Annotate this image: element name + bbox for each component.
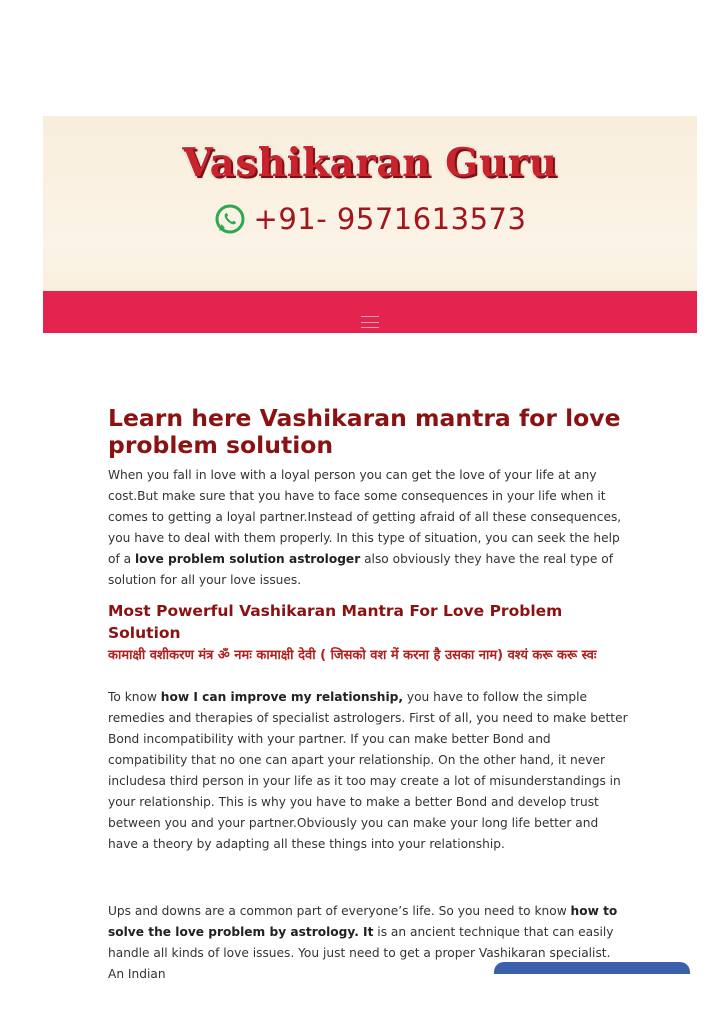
relationship-text-end: you have to follow the simple remedies and therapies of specialist astrologers. First of all, you need to make better Bond incompatibility with your partner. If you can make better Bond and compatibility that no one can apart your relationship. On the other hand, it never includesa third person in your life as it too may create a lot of misunderstandings in your relationship. This is why you have to make a better Bond and develop trust between you and your partner.Obviously you can make your long life better and have a theory by adapting all these things into your relationship. <box>108 690 628 851</box>
relationship-paragraph <box>108 687 628 855</box>
astrology-text-end: is an ancient technique that can easily handle all kinds of love issues. You just need to get a proper Vashikaran specialist. An Indian <box>108 925 614 981</box>
article-title: Learn here Vashikaran mantra for love problem solution <box>108 404 621 459</box>
article-content <box>108 405 628 985</box>
section-subtitle: Most Powerful Vashikaran Mantra For Love Problem Solution <box>108 602 563 642</box>
whatsapp-icon[interactable] <box>214 203 246 235</box>
hamburger-menu-icon[interactable] <box>361 316 379 328</box>
phone-number[interactable]: +91- 9571613573 <box>253 202 527 236</box>
mantra-text: कामाक्षी वशीकरण मंत्र ॐ नमः कामाक्षी देवी ( जिसको वश में करना है उसका नाम) वश्यं करू करू स्वः <box>108 648 597 663</box>
header-banner <box>43 116 697 333</box>
astrology-text-start: Ups and downs are a common part of everyone’s life. So you need to know <box>108 904 571 918</box>
intro-paragraph <box>108 465 628 591</box>
contact-row[interactable] <box>43 202 697 236</box>
chat-widget-tab[interactable] <box>494 962 690 974</box>
site-brand-name[interactable]: Vashikaran Guru <box>182 140 558 186</box>
relationship-text-start: To know <box>108 690 161 704</box>
relationship-bold-text: how I can improve my relationship, <box>160 690 404 704</box>
intro-text-end: also obviously they have the real type of solution for all your love issues. <box>108 552 613 587</box>
nav-bar <box>43 291 697 333</box>
intro-bold-text: love problem solution astrologer <box>134 552 361 566</box>
intro-text: When you fall in love with a loyal person you can get the love of your life at any cost.But make sure that you have to face some consequences in your life when it comes to getting a loyal partner.Instead of getting afraid of all these consequences, you have to deal with them properly. In this type of situation, you can seek the help of a <box>108 468 622 566</box>
astrology-bold-text: how to solve the love problem by astrology. It <box>108 904 618 939</box>
